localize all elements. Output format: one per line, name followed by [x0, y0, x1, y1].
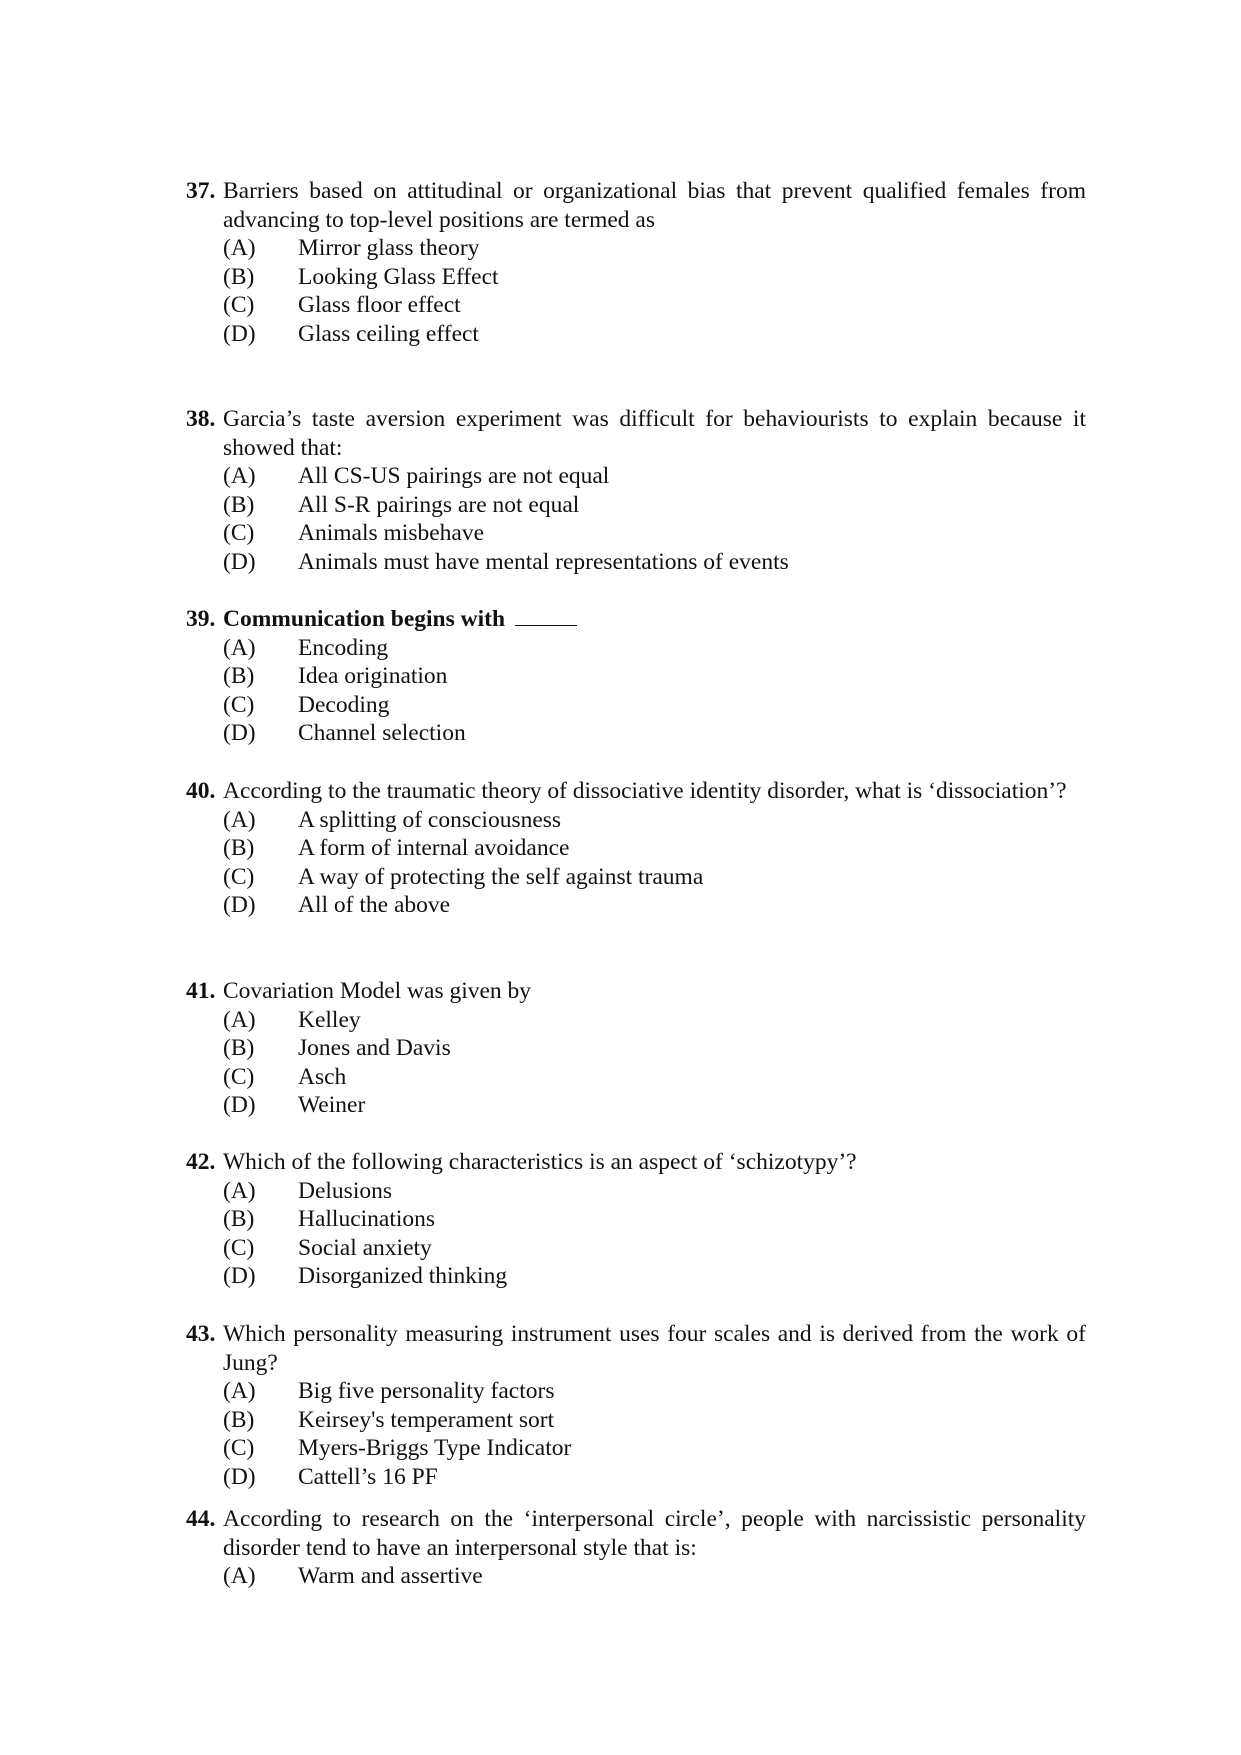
question-37 — [186, 177, 1086, 349]
question-number: 42. — [186, 1149, 216, 1175]
option-label: (A) — [223, 235, 256, 262]
option-text: Social anxiety — [298, 1234, 432, 1261]
option-text: Animals must have mental representations of events — [298, 548, 789, 575]
answer-blank — [515, 607, 577, 626]
option-d — [186, 320, 1086, 349]
option-text: Mirror glass theory — [298, 235, 480, 262]
option-label: (B) — [223, 263, 255, 290]
option-label: (A) — [223, 1177, 256, 1204]
option-a — [186, 462, 1086, 491]
option-label: (A) — [223, 634, 256, 661]
option-c — [186, 1434, 1086, 1463]
option-a — [186, 1562, 1086, 1591]
option-text: All S-R pairings are not equal — [298, 491, 580, 518]
option-label: (D) — [223, 1463, 256, 1490]
question-text: Which personality measuring instrument uses four scales and is derived from the work of Jung? — [223, 1321, 1086, 1376]
option-label: (B) — [223, 491, 255, 518]
option-label: (A) — [223, 1563, 256, 1590]
option-text: Glass ceiling effect — [298, 320, 479, 347]
question-text: Which of the following characteristics is an aspect of ‘schizotypy’? — [223, 1149, 857, 1175]
option-text: Channel selection — [298, 720, 466, 747]
option-label: (B) — [223, 835, 255, 862]
option-text: Idea origination — [298, 663, 448, 690]
option-c — [186, 291, 1086, 320]
option-text: Keirsey's temperament sort — [298, 1406, 555, 1433]
option-b — [186, 491, 1086, 520]
option-text: Encoding — [298, 634, 389, 661]
question-number: 41. — [186, 978, 216, 1004]
question-44 — [186, 1505, 1086, 1591]
option-label: (B) — [223, 1206, 255, 1233]
option-text: All of the above — [298, 892, 451, 919]
question-number: 40. — [186, 778, 216, 804]
option-label: (D) — [223, 1092, 256, 1119]
option-label: (D) — [223, 548, 256, 575]
question-41 — [186, 977, 1086, 1120]
option-b — [186, 662, 1086, 691]
option-label: (A) — [223, 1006, 256, 1033]
question-text: Barriers based on attitudinal or organizational bias that prevent qualified females from advancing to top-level positions are termed as — [223, 178, 1086, 233]
option-d — [186, 1091, 1086, 1120]
option-a — [186, 1006, 1086, 1035]
option-text: Animals misbehave — [298, 520, 485, 547]
option-label: (C) — [223, 292, 255, 319]
option-text: Myers-Briggs Type Indicator — [298, 1435, 572, 1462]
option-c — [186, 519, 1086, 548]
option-text: Hallucinations — [298, 1206, 436, 1233]
option-d — [186, 1262, 1086, 1291]
option-label: (C) — [223, 1234, 255, 1261]
option-d — [186, 719, 1086, 748]
option-label: (B) — [223, 1035, 255, 1062]
question-number: 39. — [186, 606, 216, 632]
option-label: (C) — [223, 1435, 255, 1462]
question-text: Covariation Model was given by — [223, 978, 532, 1004]
option-text: Weiner — [298, 1092, 366, 1119]
question-text: Communication begins with — [223, 606, 506, 632]
question-number: 43. — [186, 1321, 216, 1347]
option-text: Cattell’s 16 PF — [298, 1463, 438, 1490]
option-a — [186, 1377, 1086, 1406]
question-text: According to the traumatic theory of dissociative identity disorder, what is ‘dissociation’? — [223, 778, 1067, 804]
option-label: (C) — [223, 863, 255, 890]
option-text: Disorganized thinking — [298, 1263, 508, 1290]
option-label: (D) — [223, 320, 256, 347]
option-b — [186, 1034, 1086, 1063]
option-a — [186, 1177, 1086, 1206]
option-text: Kelley — [298, 1006, 361, 1033]
option-d — [186, 548, 1086, 577]
option-a — [186, 234, 1086, 263]
option-text: Big five personality factors — [298, 1378, 555, 1405]
option-label: (C) — [223, 691, 255, 718]
option-c — [186, 1063, 1086, 1092]
question-43 — [186, 1320, 1086, 1492]
option-b — [186, 1205, 1086, 1234]
option-d — [186, 891, 1086, 920]
option-label: (D) — [223, 892, 256, 919]
question-39 — [186, 605, 1086, 748]
question-number: 37. — [186, 178, 216, 204]
option-label: (D) — [223, 1263, 256, 1290]
question-number: 44. — [186, 1506, 216, 1532]
option-text: Delusions — [298, 1177, 392, 1204]
option-label: (C) — [223, 1063, 255, 1090]
question-text: Garcia’s taste aversion experiment was difficult for behaviourists to explain because it showed that: — [223, 406, 1086, 461]
option-text: Decoding — [298, 691, 390, 718]
question-38 — [186, 405, 1086, 577]
option-text: A form of internal avoidance — [298, 835, 570, 862]
option-label: (A) — [223, 1378, 256, 1405]
option-label: (A) — [223, 806, 256, 833]
option-text: Looking Glass Effect — [298, 263, 499, 290]
question-42 — [186, 1148, 1086, 1291]
option-a — [186, 806, 1086, 835]
option-d — [186, 1463, 1086, 1492]
option-label: (B) — [223, 663, 255, 690]
option-text: A way of protecting the self against trauma — [298, 863, 704, 890]
option-c — [186, 863, 1086, 892]
question-40 — [186, 777, 1086, 920]
option-a — [186, 634, 1086, 663]
option-label: (C) — [223, 520, 255, 547]
option-text: A splitting of consciousness — [298, 806, 562, 833]
question-number: 38. — [186, 406, 216, 432]
question-text: According to research on the ‘interpersonal circle’, people with narcissistic personality disorder tend to have an interpersonal style that is: — [223, 1506, 1086, 1561]
option-text: Warm and assertive — [298, 1563, 483, 1590]
option-b — [186, 263, 1086, 292]
option-c — [186, 691, 1086, 720]
option-label: (A) — [223, 463, 256, 490]
option-text: Glass floor effect — [298, 292, 461, 319]
option-text: All CS-US pairings are not equal — [298, 463, 610, 490]
option-c — [186, 1234, 1086, 1263]
option-text: Asch — [298, 1063, 347, 1090]
option-b — [186, 1406, 1086, 1435]
option-b — [186, 834, 1086, 863]
option-label: (B) — [223, 1406, 255, 1433]
option-text: Jones and Davis — [298, 1035, 451, 1062]
option-label: (D) — [223, 720, 256, 747]
